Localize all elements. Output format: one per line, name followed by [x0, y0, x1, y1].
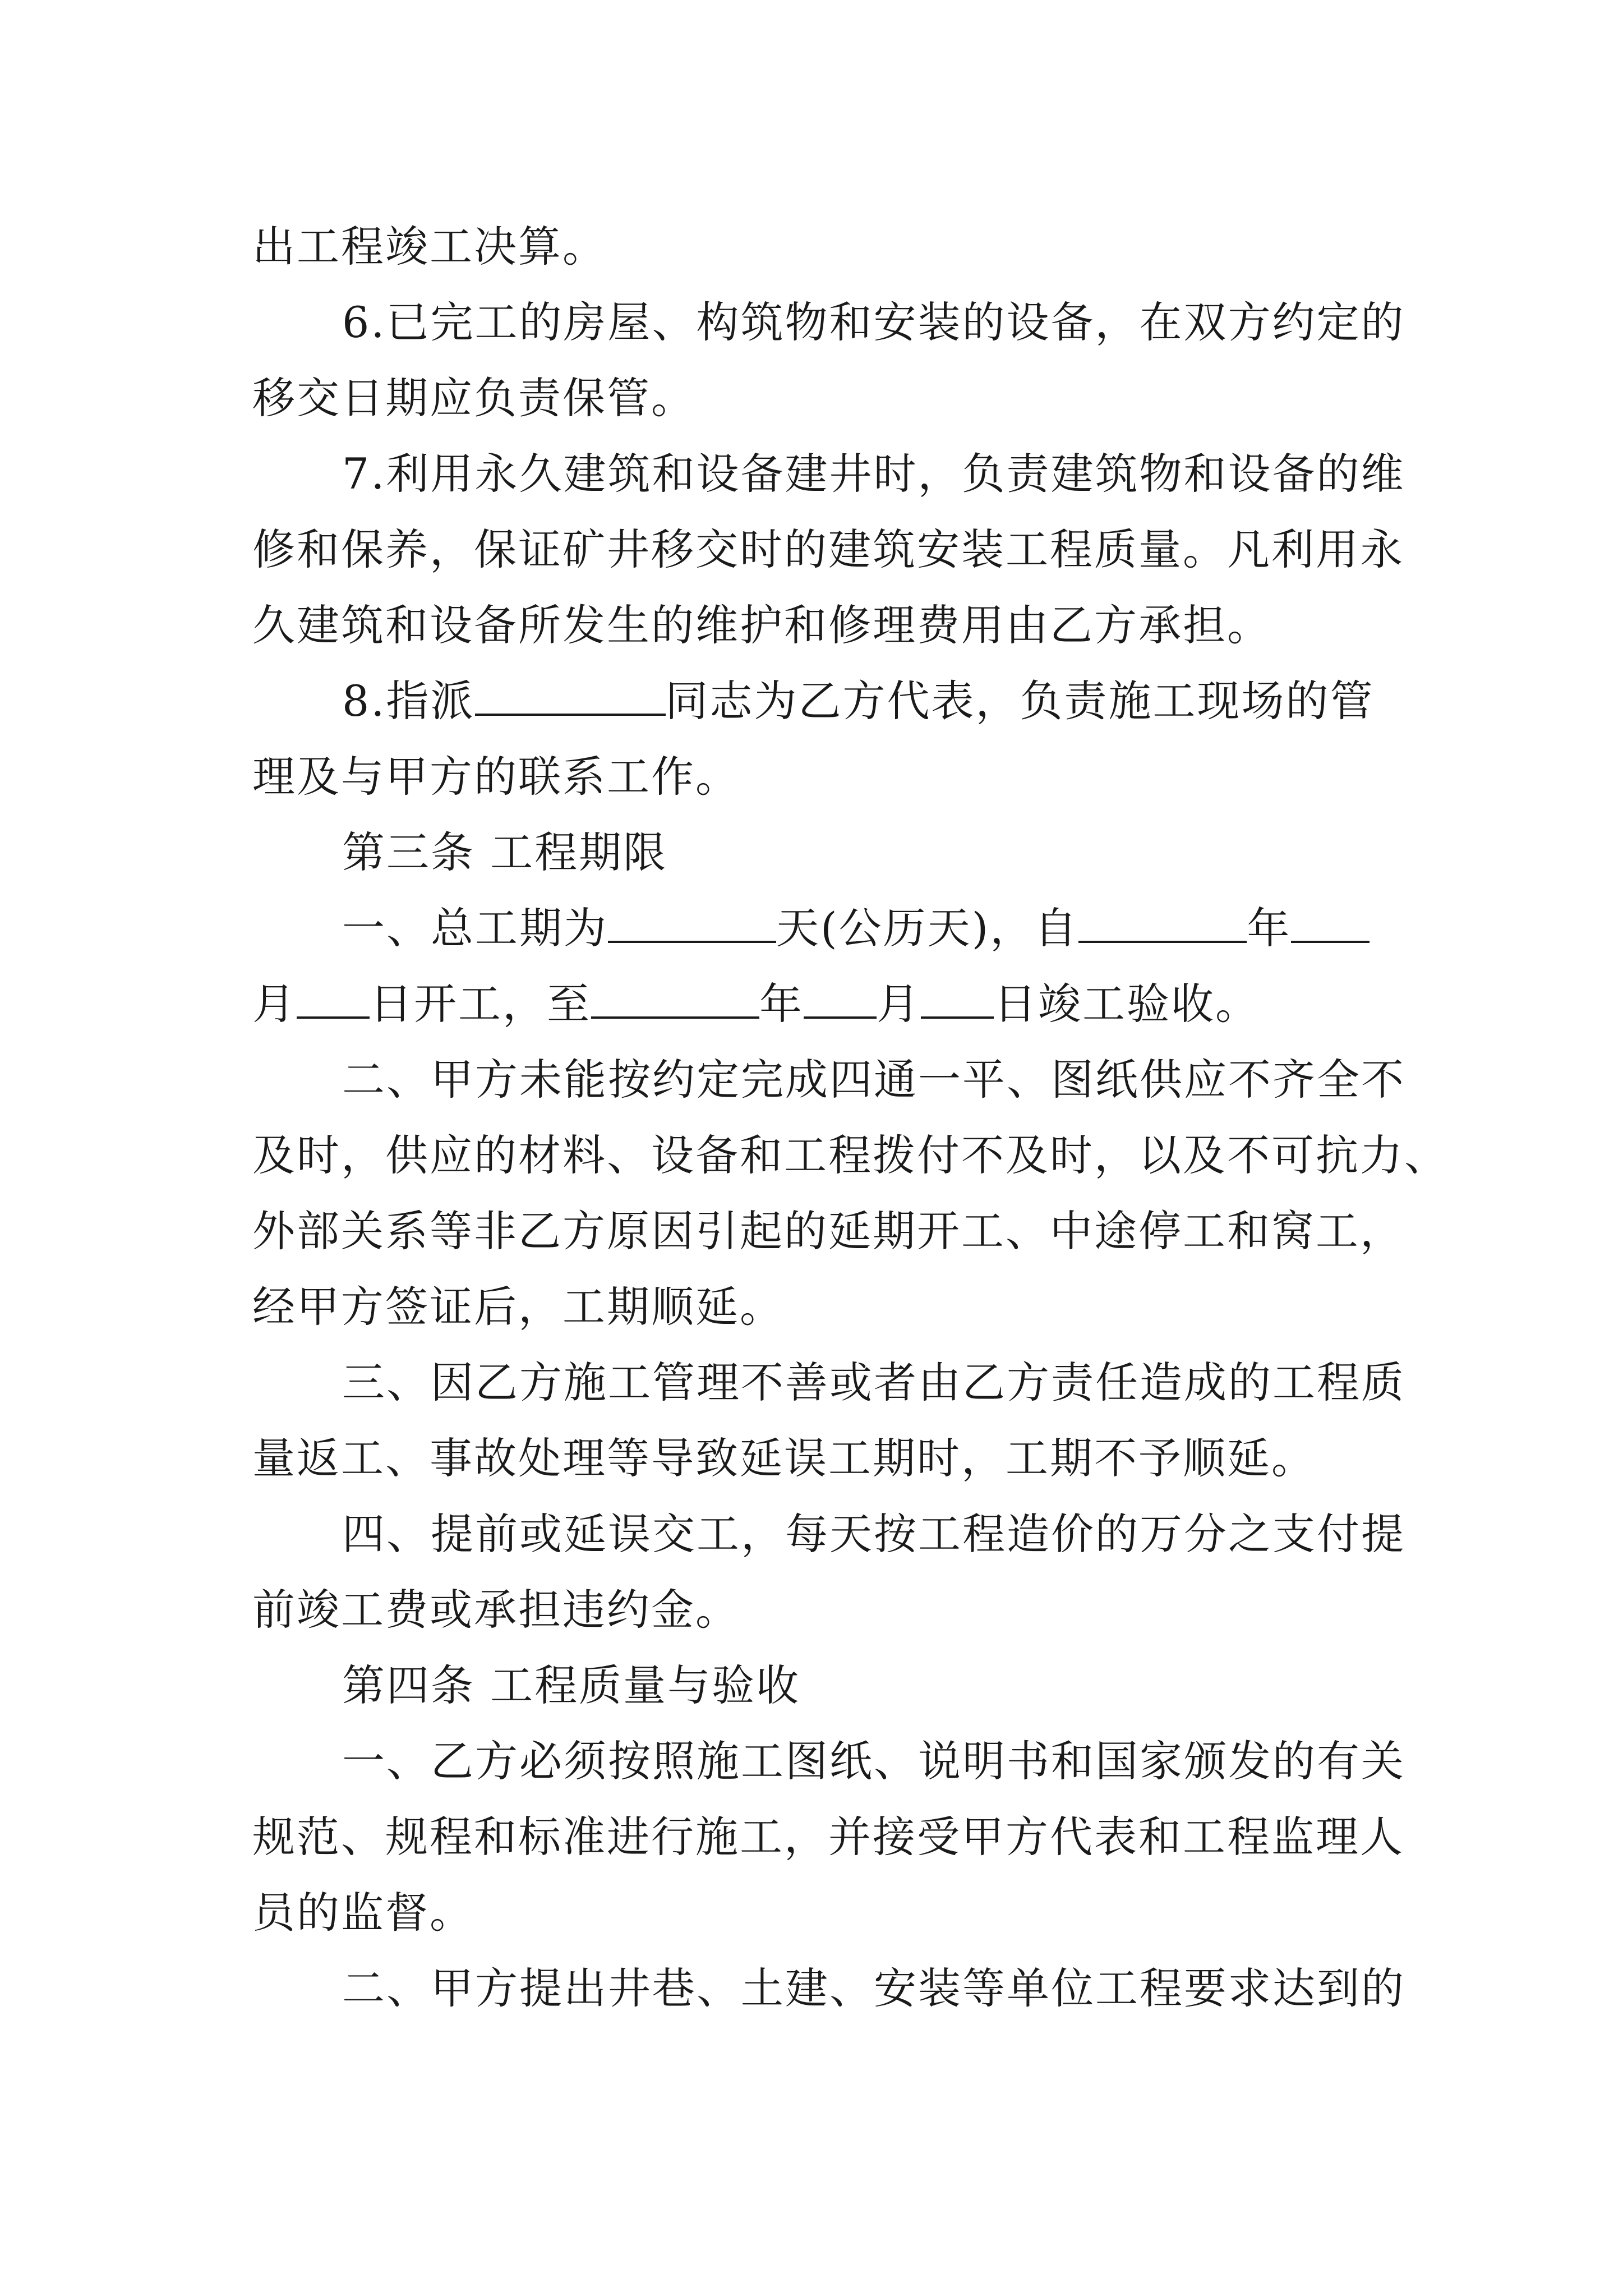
numbered-item-6 [252, 283, 1405, 362]
line-text: 月 [252, 979, 297, 1029]
section-heading-text: 第四条 工程质量与验收 [342, 1660, 801, 1710]
line-text: 规范、规程和标准进行施工，并接受甲方代表和工程监理人 [252, 1812, 1404, 1862]
paragraph-start [252, 1949, 1405, 2028]
numbered-item-7 [252, 435, 1405, 513]
line-text: 量返工、事故处理等导致延误工期时，工期不予顺延。 [252, 1433, 1316, 1483]
text-line [252, 1571, 1385, 1649]
line-text: 7.利用永久建筑和设备建井时，负责建筑物和设备的维 [342, 449, 1405, 499]
start-year-blank [1078, 907, 1247, 943]
days-blank [608, 907, 776, 943]
line-text: 日开工，至 [370, 979, 591, 1029]
paragraph-start [252, 1343, 1405, 1422]
line-text: 三、因乙方施工管理不善或者由乙方责任造成的工程质 [342, 1358, 1405, 1407]
line-text: 员的监督。 [252, 1888, 474, 1938]
text-line [252, 1419, 1385, 1498]
line-text: 8.指派 [342, 676, 475, 726]
line-text: 年 [759, 979, 804, 1029]
paragraph-start [252, 1722, 1405, 1801]
line-text: 出工程竣工决算。 [252, 222, 607, 272]
line-text: 二、甲方未能按约定完成四通一平、图纸供应不齐全不 [342, 1055, 1405, 1105]
section-heading-article-4 [252, 1646, 1385, 1725]
representative-blank [475, 680, 666, 716]
start-day-blank [297, 983, 370, 1019]
line-text: 移交日期应负责保管。 [252, 373, 695, 423]
line-text: 6.已完工的房屋、构筑物和安装的设备，在双方约定的 [342, 297, 1405, 347]
numbered-item-8 [252, 662, 1385, 740]
line-text: 四、提前或延误交工，每天按工程造价的万分之支付提 [342, 1509, 1405, 1559]
text-line [252, 1874, 1385, 1952]
text-line [252, 1116, 1449, 1195]
line-text: 理及与甲方的联系工作。 [252, 752, 740, 802]
text-line [252, 1192, 1404, 1271]
line-text: 年 [1247, 903, 1292, 953]
line-text: 月 [877, 979, 921, 1029]
line-text: 修和保养，保证矿井移交时的建筑安装工程质量。凡利用永 [252, 524, 1404, 574]
line-text: 经甲方签证后，工期顺延。 [252, 1282, 784, 1332]
start-month-blank [1291, 907, 1370, 943]
end-year-blank [591, 983, 759, 1019]
text-line [252, 208, 1385, 286]
section-heading-text: 第三条 工程期限 [342, 827, 668, 877]
section-heading-article-3 [252, 813, 1385, 892]
line-text: 一、总工期为 [342, 903, 608, 953]
end-day-blank [921, 983, 994, 1019]
paragraph-start [252, 1041, 1405, 1119]
line-text: 久建筑和设备所发生的维护和修理费用由乙方承担。 [252, 600, 1271, 650]
text-line [252, 1268, 1385, 1346]
text-line [252, 738, 1385, 816]
text-line [252, 359, 1385, 438]
line-text: 前竣工费或承担违约金。 [252, 1585, 740, 1635]
line-text: 外部关系等非乙方原因引起的延期开工、中途停工和窝工， [252, 1206, 1404, 1256]
text-line [252, 586, 1385, 665]
line-text: 日竣工验收。 [994, 979, 1260, 1029]
text-line [252, 1798, 1404, 1876]
end-month-blank [804, 983, 877, 1019]
line-text: 二、甲方提出井巷、土建、安装等单位工程要求达到的 [342, 1963, 1405, 2013]
paragraph-start [252, 1495, 1405, 1573]
line-text: 天(公历天)，自 [776, 903, 1079, 953]
line-text: 同志为乙方代表，负责施工现场的管 [665, 676, 1375, 726]
line-text: 及时，供应的材料、设备和工程拨付不及时，以及不可抗力、 [252, 1130, 1449, 1180]
line-text: 一、乙方必须按照施工图纸、说明书和国家颁发的有关 [342, 1736, 1405, 1786]
text-line [252, 510, 1404, 589]
text-line [252, 965, 1385, 1043]
duration-clause [252, 889, 1385, 968]
